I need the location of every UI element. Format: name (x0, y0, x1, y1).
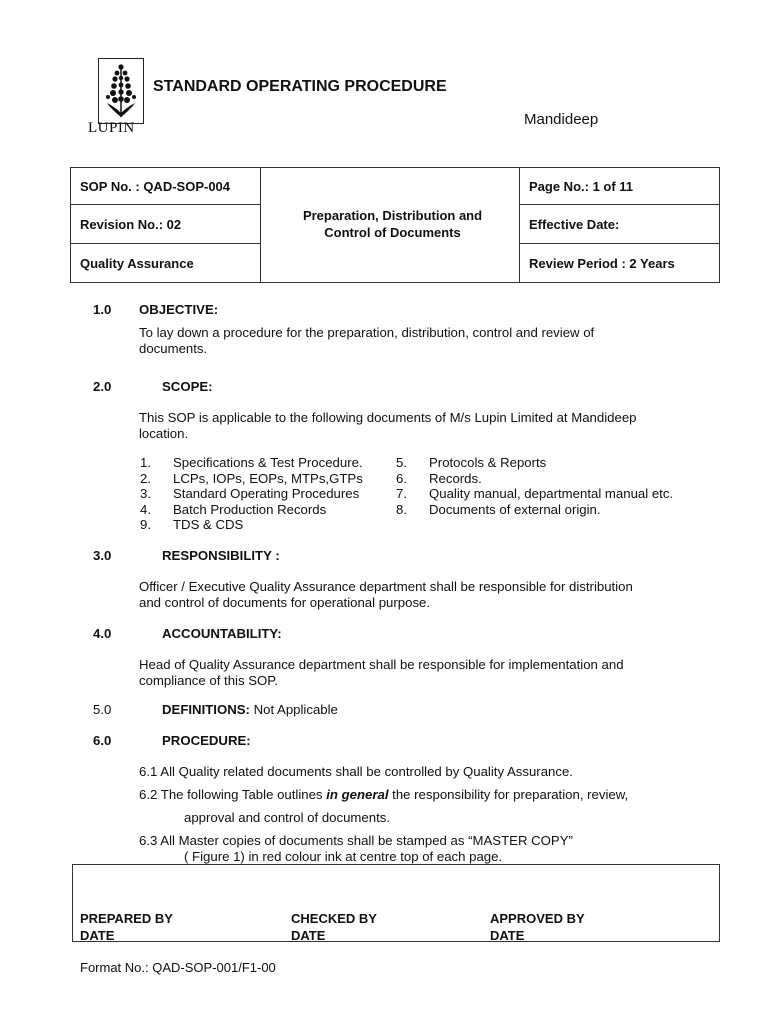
scope-text (139, 410, 637, 441)
section-number-procedure: 6.0 (93, 733, 112, 748)
objective-line-1: To lay down a procedure for the preparation, distribution, control and review of (139, 325, 595, 340)
checked-by-block (291, 910, 377, 944)
review-period-cell: Review Period : 2 Years (519, 244, 720, 283)
accountability-line-1: Head of Quality Assurance department shall be responsible for implementation and (139, 657, 624, 672)
procedure-6-1: 6.1 All Quality related documents shall be controlled by Quality Assurance. (139, 764, 573, 779)
section-heading-responsibility: RESPONSIBILITY : (162, 548, 280, 563)
checked-by-label: CHECKED BY (291, 911, 377, 926)
section-heading-scope: SCOPE: (162, 379, 213, 394)
sop-info-table (70, 167, 720, 283)
checked-date-label: DATE (291, 928, 326, 943)
section-heading-accountability: ACCOUNTABILITY: (162, 626, 282, 641)
definitions-line (162, 702, 338, 717)
department-cell: Quality Assurance (70, 244, 261, 283)
accountability-text (139, 657, 624, 688)
scope-list-left (140, 455, 363, 533)
scope-list-item: 5. Protocols & Reports (396, 455, 547, 470)
responsibility-text (139, 579, 633, 610)
scope-list-item: 6. Records. (396, 470, 482, 486)
objective-text (139, 325, 594, 356)
scope-list-item: 8. Documents of external origin. (396, 501, 601, 517)
responsibility-line-1: Officer / Executive Quality Assurance department shall be responsible for distribution (139, 579, 633, 594)
scope-list-item: 3. Standard Operating Procedures (140, 486, 360, 501)
logo-wordmark: LUPIN (88, 120, 135, 136)
procedure-6-3-line-2: ( Figure 1) in red colour ink at centre top of each page. (184, 848, 503, 864)
objective-line-2: documents. (139, 340, 208, 356)
responsibility-line-2: and control of documents for operational purpose. (139, 594, 431, 610)
section-number-definitions: 5.0 (93, 702, 112, 717)
section-heading-procedure: PROCEDURE: (162, 733, 251, 748)
section-number-scope: 2.0 (93, 379, 112, 394)
revision-number-cell: Revision No.: 02 (70, 205, 261, 244)
effective-date-cell: Effective Date: (519, 205, 720, 244)
site-location: Mandideep (524, 111, 599, 128)
sop-number-cell: SOP No. : QAD-SOP-004 (70, 167, 261, 205)
emphasis-in-general: in general (326, 787, 389, 802)
procedure-6-2-line-2: approval and control of documents. (184, 810, 390, 825)
procedure-6-3 (139, 833, 677, 864)
approved-by-block (490, 910, 585, 944)
scope-list-item: 9. TDS & CDS (140, 517, 244, 532)
section-heading-objective: OBJECTIVE: (139, 302, 219, 317)
scope-list-item: 1. Specifications & Test Procedure. (140, 455, 363, 470)
lupin-logo (98, 58, 144, 124)
accountability-line-2: compliance of this SOP. (139, 672, 279, 688)
prepared-by-block (80, 910, 173, 944)
definitions-value: Not Applicable (249, 702, 338, 717)
section-number-objective: 1.0 (93, 302, 112, 317)
section-number-responsibility: 3.0 (93, 548, 112, 563)
scope-list-right (396, 455, 673, 517)
procedure-6-2: 6.2 The following Table outlines in general the responsibility for preparation, review, (139, 787, 629, 802)
scope-list-item: 2. LCPs, IOPs, EOPs, MTPs,GTPs (140, 470, 363, 486)
scope-line-2: location. (139, 425, 189, 441)
approved-date-label: DATE (490, 928, 525, 943)
lupin-flower-icon (99, 59, 143, 123)
section-heading-definitions: DEFINITIONS: (162, 702, 250, 717)
format-number: Format No.: QAD-SOP-001/F1-00 (80, 960, 276, 975)
section-number-accountability: 4.0 (93, 626, 112, 641)
prepared-date-label: DATE (80, 928, 115, 943)
prepared-by-label: PREPARED BY (80, 911, 173, 926)
document-type-title: STANDARD OPERATING PROCEDURE (153, 78, 447, 95)
approved-by-label: APPROVED BY (490, 911, 585, 926)
document-title-line-1: Preparation, Distribution and (302, 208, 483, 223)
document-title (265, 207, 520, 241)
scope-list-item: 4. Batch Production Records (140, 501, 327, 517)
page-number-cell: Page No.: 1 of 11 (519, 167, 720, 205)
scope-list-item: 7. Quality manual, departmental manual etc. (396, 486, 674, 501)
procedure-6-3-line-1: 6.3 All Master copies of documents shall be stamped as “MASTER COPY” (139, 833, 573, 848)
scope-line-1: This SOP is applicable to the following documents of M/s Lupin Limited at Mandideep (139, 410, 637, 425)
document-title-line-2: Control of Documents (324, 225, 461, 240)
